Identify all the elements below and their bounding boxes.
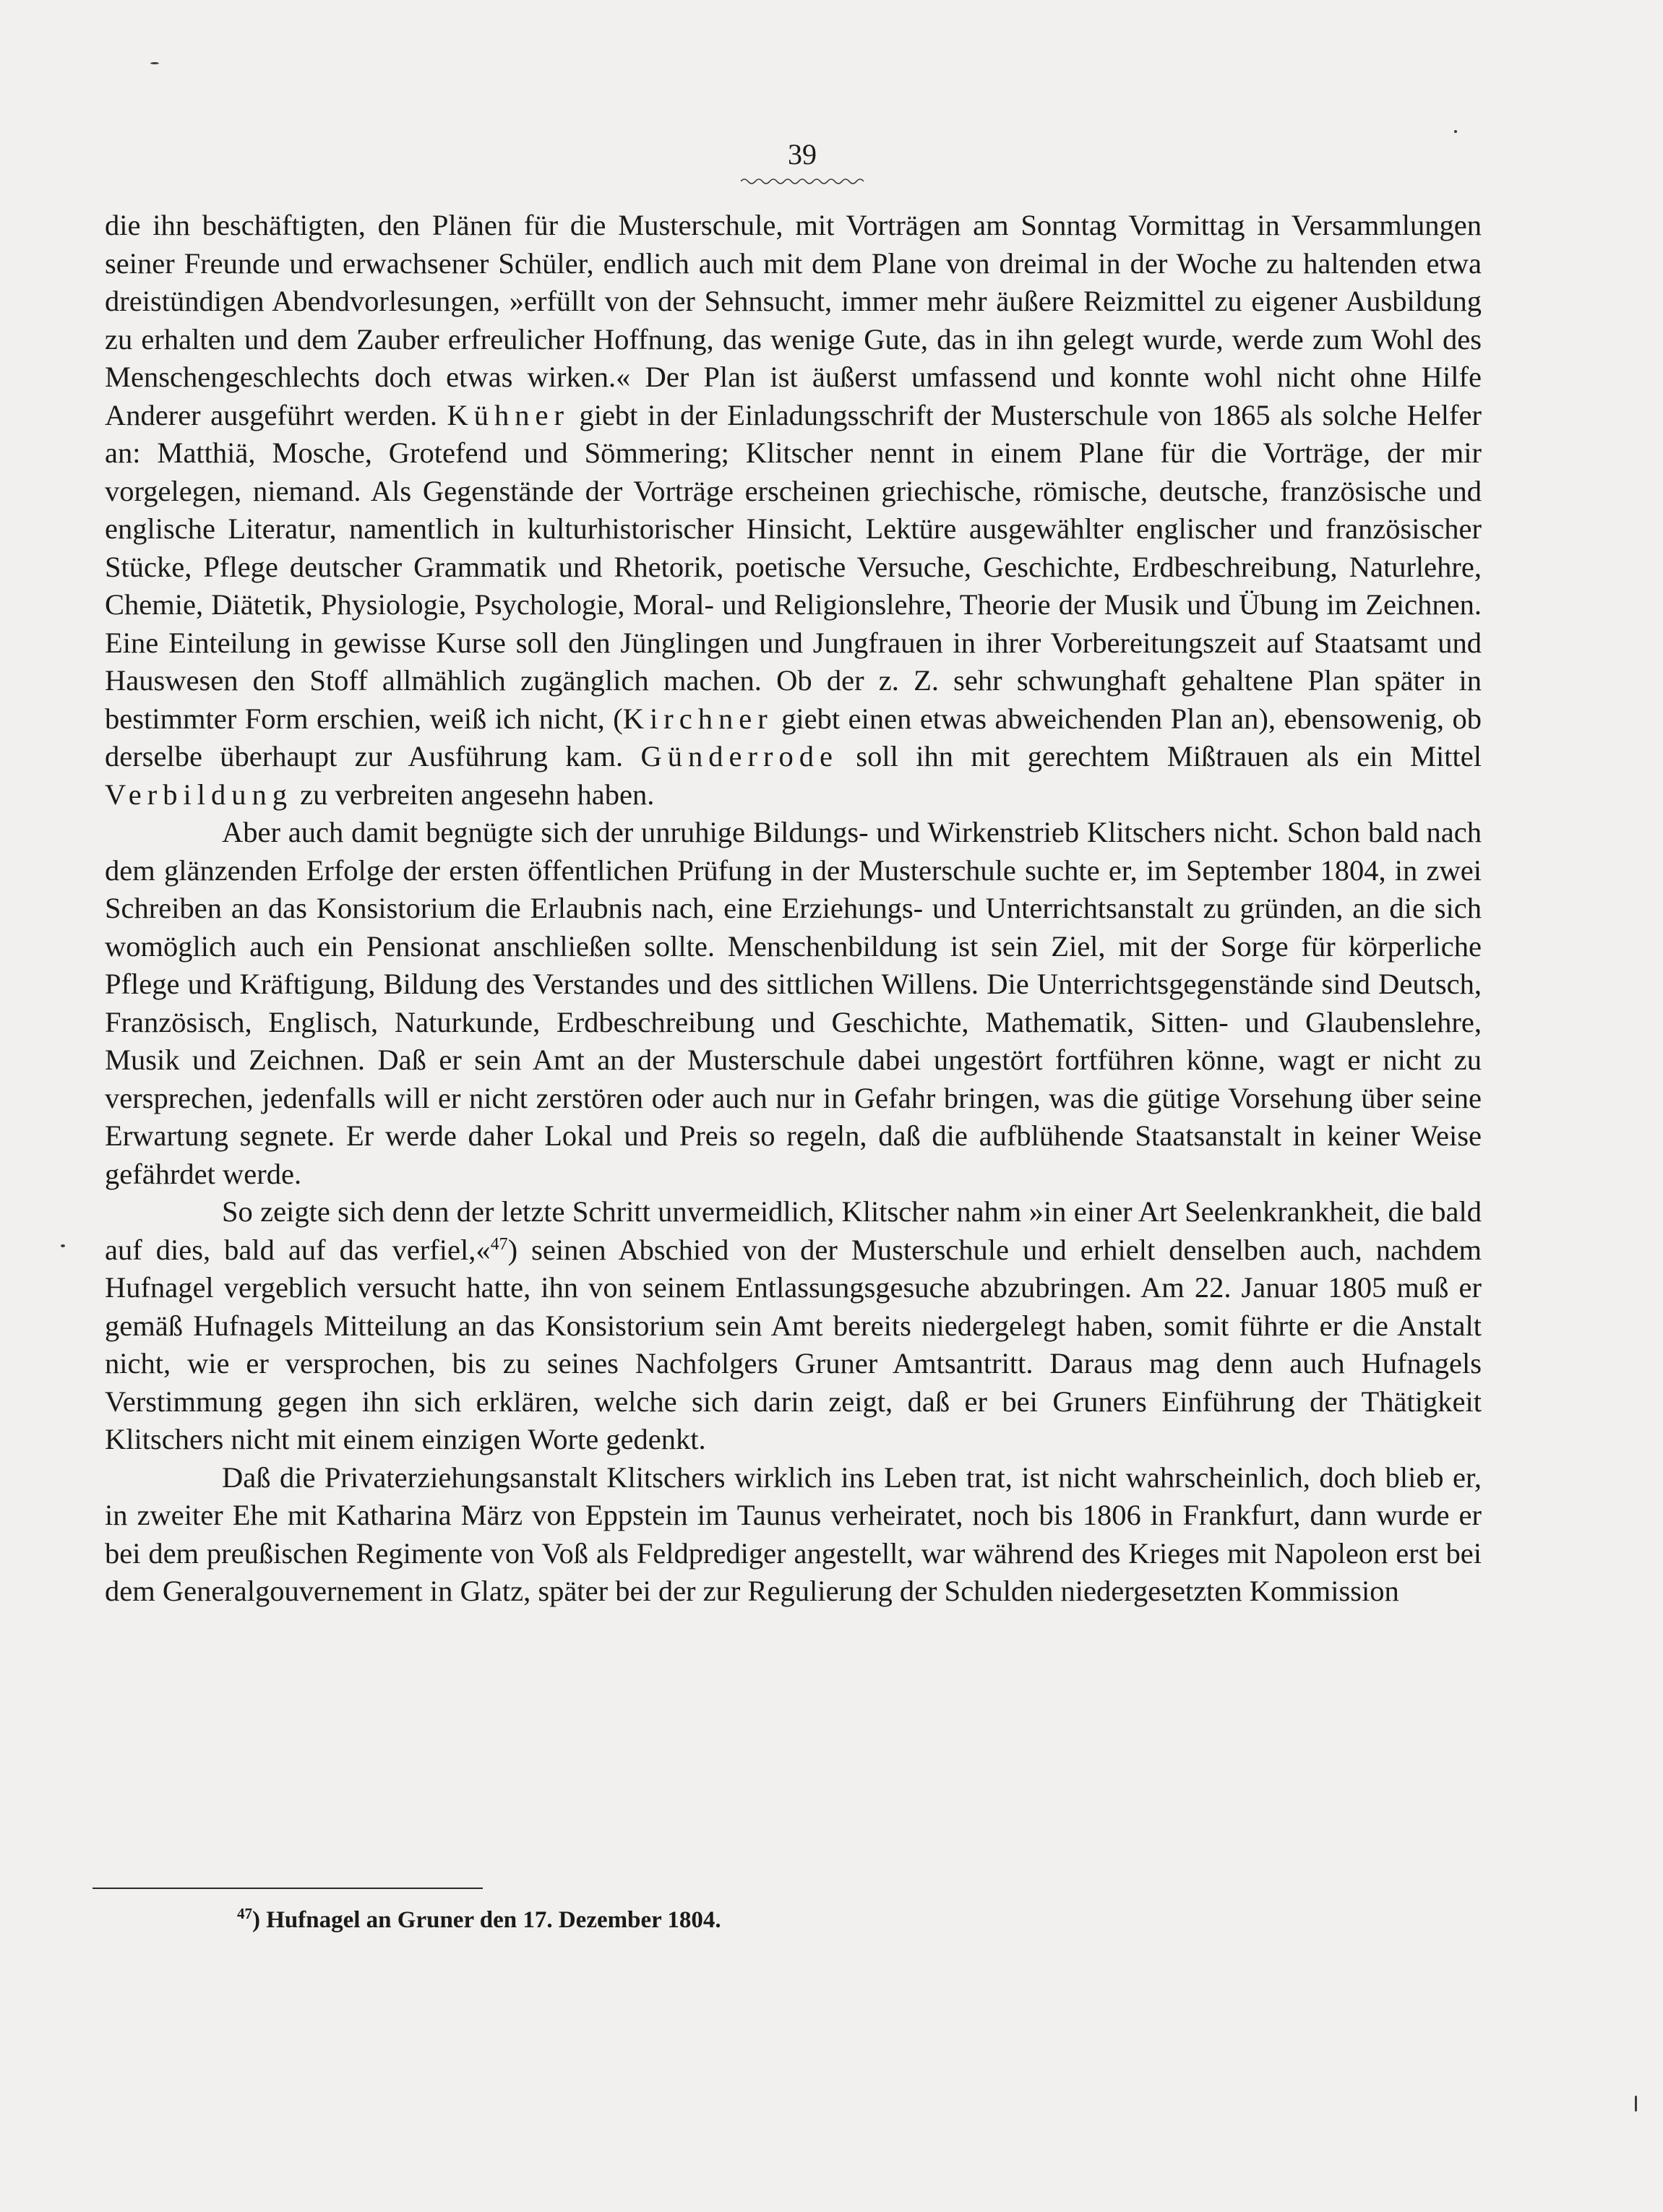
page-number-ornament <box>741 176 864 186</box>
paragraph <box>105 814 1482 1193</box>
paragraph <box>105 1193 1482 1459</box>
text-run: zu verbreiten angesehn haben. <box>292 778 655 811</box>
spaced-name: Kirchner <box>622 702 773 735</box>
text-run: giebt einen etwas abweichenden Plan an), ebensowenig, ob derselbe überhaupt zur Ausführung kam. <box>105 702 1482 773</box>
text-run: die ihn beschäftigten, den Plänen für die Musterschule, mit Vorträgen am Sonntag Vormittag in Versammlungen seiner Freunde und erwachsener Schüler, endlich auch mit dem Plane von dreimal in der Woche zu haltenden etwa dreistündigen Abendvorlesungen, »erfüllt von der Sehnsucht, immer mehr äußere Reizmittel zu eigener Ausbildung zu erhalten und dem Zauber erfreulicher Hoffnung, das wenige Gute, das in ihn gelegt wurde, werde zum Wohl des Menschengeschlechts doch etwas wirken.« Der Plan ist äußerst umfassend und konnte wohl nicht ohne Hilfe Anderer ausgeführt werden. <box>105 209 1482 431</box>
scan-speck <box>61 1244 65 1247</box>
scan-speck <box>150 62 159 64</box>
spaced-name: Kühner <box>447 398 570 431</box>
page-number: 39 <box>788 138 817 171</box>
spaced-name: Verbildung <box>105 778 293 811</box>
footnote-text: ) Hufnagel an Gruner den 17. Dezember 1804. <box>252 1907 721 1933</box>
text-run: giebt in der Einladungsschrift der Musterschule von 1865 als solche Helfer an: Matthiä, Mosche, Grotefend und Sömmering; Klitscher nennt in einem Plane für die Vorträge, der mir vorgelegen, niemand. Als Gegenstände der Vorträge erscheinen griechische, römische, deutsche, französische und englische Literatur, namentlich in kulturhistorischer Hinsicht, Lektüre ausgewählter englischer und französischer Stücke, Pflege deutscher Grammatik und Rhetorik, poetische Versuche, Geschichte, Erdbeschreibung, Naturlehre, Chemie, Diätetik, Physiologie, Psychologie, Moral- und Religionslehre, Theorie der Musik und Übung im Zeichnen. Eine Einteilung in gewisse Kurse soll den Jünglingen und Jungfrauen in ihrer Vorbereitungszeit auf Staatsamt und Hauswesen den Stoff allmählich zugänglich machen. Ob der z. Z. sehr schwunghaft gehaltene Plan später in bestimmter Form erschien, weiß ich nicht, ( <box>105 398 1482 735</box>
footnote-marker: 47 <box>237 1905 252 1922</box>
scan-speck <box>1635 2096 1637 2112</box>
footnote <box>237 1905 721 1935</box>
footnote-reference: 47 <box>490 1234 508 1254</box>
text-run: So zeigte sich denn der letzte Schritt unvermeidlich, Klitscher nahm »in einer Art Seelenkrankheit, die bald auf dies, bald auf das verfiel,« <box>105 1195 1482 1266</box>
paragraph <box>105 207 1482 814</box>
scan-speck <box>1454 130 1457 133</box>
paragraph <box>105 1459 1482 1611</box>
text-run: soll ihn mit gerechtem Mißtrauen als ein Mittel <box>838 740 1482 773</box>
text-run: Daß die Privaterziehungsanstalt Klitschers wirklich ins Leben trat, ist nicht wahrscheinlich, doch blieb er, in zweiter Ehe mit Katharina März von Eppstein im Taunus verheiratet, noch bis 1806 in Frankfurt, dann wurde er bei dem preußischen Regimente von Voß als Feldprediger angestellt, war während des Krieges mit Napoleon erst bei dem Generalgouvernement in Glatz, später bei der zur Regulierung der Schulden niedergesetzten Kommission <box>105 1460 1482 1607</box>
text-run: Aber auch damit begnügte sich der unruhige Bildungs- und Wirkenstrieb Klitschers nicht. Schon bald nach dem glänzenden Erfolge der ersten öffentlichen Prüfung in der Musterschule suchte er, im September 1804, in zwei Schreiben an das Konsistorium die Erlaubnis nach, eine Erziehungs- und Unterrichtsanstalt zu gründen, an die sich womöglich auch ein Pensionat anschließen sollte. Menschenbildung ist sein Ziel, mit der Sorge für körperliche Pflege und Kräftigung, Bildung des Verstandes und des sittlichen Willens. Die Unterrichtsgegenstände sind Deutsch, Französisch, Englisch, Naturkunde, Erdbeschreibung und Geschichte, Mathematik, Sitten- und Glaubenslehre, Musik und Zeichnen. Daß er sein Amt an der Musterschule dabei ungestört fortführen könne, wagt er nicht zu versprechen, jedenfalls will er nicht zerstören oder auch nur in Gefahr bringen, was die gütige Vorsehung über seine Erwartung segnete. Er werde daher Lokal und Preis so regeln, daß die aufblühende Staatsanstalt in keiner Weise gefährdet werde. <box>105 816 1482 1190</box>
body-text <box>105 207 1482 1611</box>
spaced-name: Günderrode <box>640 740 838 773</box>
text-run: ) seinen Abschied von der Musterschule und erhielt denselben auch, nachdem Hufnagel vergeblich versucht hatte, ihn von seinem Entlassungsgesuche abzubringen. Am 22. Januar 1805 muß er gemäß Hufnagels Mitteilung an das Konsistorium sein Amt bereits niedergelegt haben, somit führte er die Anstalt nicht, wie er versprochen, bis zu seines Nachfolgers Gruner Amtsantritt. Daraus mag denn auch Hufnagels Verstimmung gegen ihn sich erklären, welche sich darin zeigt, daß er bei Gruners Einführung der Thätigkeit Klitschers nicht mit einem einzigen Worte gedenkt. <box>105 1233 1482 1455</box>
footnote-divider <box>93 1888 483 1889</box>
